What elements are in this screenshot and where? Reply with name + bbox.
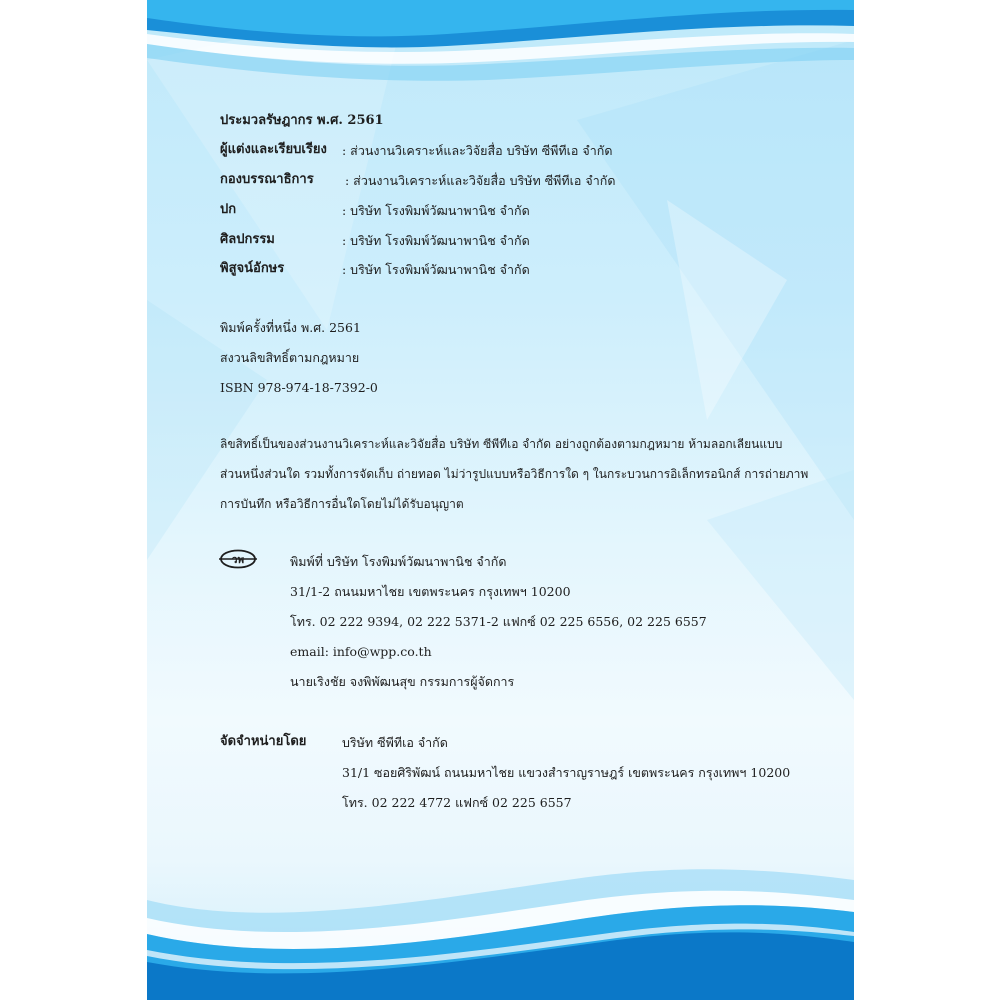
credit-value-artwork: : บริษัท โรงพิมพ์วัฒนาพานิช จำกัด: [342, 233, 530, 248]
publisher-seal-icon: [219, 549, 257, 569]
credit-label-artwork: ศิลปกรรม: [220, 232, 275, 247]
credit-value-proofreading: : บริษัท โรงพิมพ์วัฒนาพานิช จำกัด: [342, 262, 530, 277]
copyright-line: ส่วนหนึ่งส่วนใด รวมทั้งการจัดเก็บ ถ่ายทอด ไม่ว่ารูปแบบหรือวิธีการใด ๆ ในกระบวนการอิเล็กทรอนิกส์ การถ่ายภาพ: [220, 467, 809, 481]
distributor-line: บริษัท ซีพีทีเอ จำกัด: [342, 735, 448, 750]
logo-text: วพ: [231, 555, 245, 566]
edition-printing: พิมพ์ครั้งที่หนึ่ง พ.ศ. 2561: [220, 320, 361, 335]
printer-line: นายเริงชัย จงพิพัฒนสุข กรรมการผู้จัดการ: [290, 674, 515, 689]
distributor-label: จัดจำหน่ายโดย: [220, 734, 307, 749]
credit-value-author: : ส่วนงานวิเคราะห์และวิจัยสื่อ บริษัท ซีพีทีเอ จำกัด: [342, 143, 613, 158]
credit-label-proofreading: พิสูจน์อักษร: [220, 261, 285, 276]
book-title: ประมวลรัษฎากร พ.ศ. 2561: [220, 113, 384, 128]
copyright-line: การบันทึก หรือวิธีการอื่นใดโดยไม่ได้รับอนุญาต: [220, 497, 464, 511]
credit-value-editorial: : ส่วนงานวิเคราะห์และวิจัยสื่อ บริษัท ซีพีทีเอ จำกัด: [345, 173, 616, 188]
credit-value-cover: : บริษัท โรงพิมพ์วัฒนาพานิช จำกัด: [342, 203, 530, 218]
book-page: [147, 0, 854, 1000]
distributor-line: โทร. 02 222 4772 แฟกซ์ 02 225 6557: [342, 795, 572, 810]
imprint-content: [147, 0, 854, 1000]
credit-label-cover: ปก: [220, 202, 237, 217]
copyright-line: ลิขสิทธิ์เป็นของส่วนงานวิเคราะห์และวิจัยสื่อ บริษัท ซีพีทีเอ จำกัด อย่างถูกต้องตามกฎหมาย ห้ามลอกเลียนแบบ: [220, 437, 783, 451]
printer-line: 31/1-2 ถนนมหาไชย เขตพระนคร กรุงเทพฯ 10200: [290, 584, 571, 599]
printer-email: email: info@wpp.co.th: [290, 644, 432, 659]
edition-isbn: ISBN 978-974-18-7392-0: [220, 380, 378, 395]
credit-label-author: ผู้แต่งและเรียบเรียง: [220, 142, 327, 157]
distributor-line: 31/1 ซอยศิริพัฒน์ ถนนมหาไชย แขวงสำราญราษฎร์ เขตพระนคร กรุงเทพฯ 10200: [342, 765, 791, 780]
edition-rights: สงวนลิขสิทธิ์ตามกฎหมาย: [220, 350, 360, 365]
printer-line: พิมพ์ที่ บริษัท โรงพิมพ์วัฒนาพานิช จำกัด: [290, 554, 507, 569]
credit-label-editorial: กองบรรณาธิการ: [220, 172, 314, 187]
printer-line: โทร. 02 222 9394, 02 222 5371-2 แฟกซ์ 02 225 6556, 02 225 6557: [290, 614, 707, 629]
